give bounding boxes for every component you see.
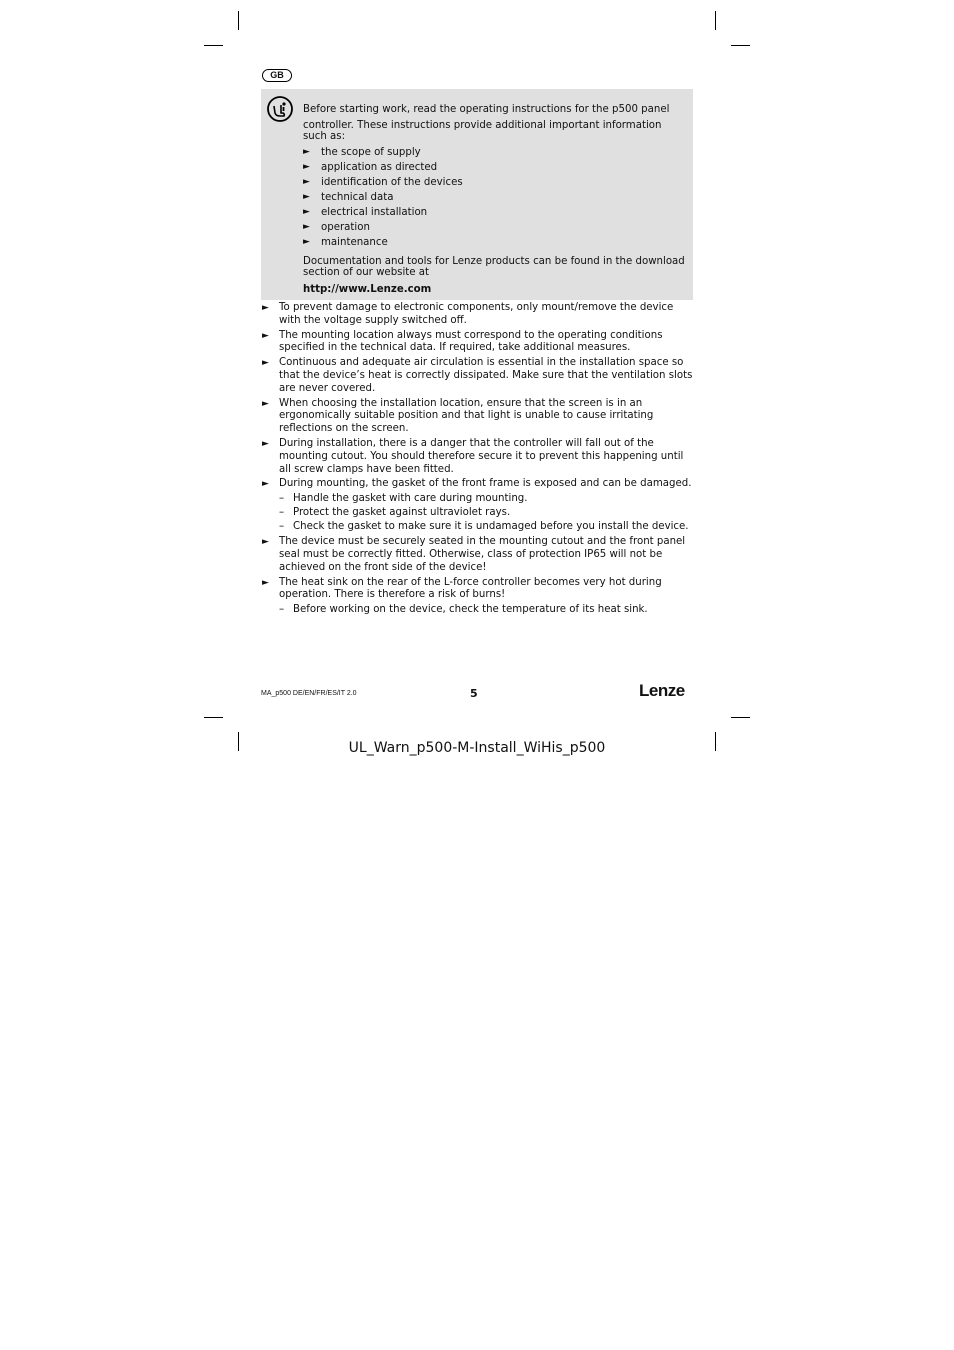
bullet-arrow-icon: ► <box>303 146 310 157</box>
warning-text: When choosing the installation location, ensure that the screen is in an ergonomically suitable position and that light is unable to cause irritating reflections on the screen. <box>279 397 654 435</box>
info-list-item-label: application as directed <box>321 161 438 173</box>
warning-sub-text: Protect the gasket against ultraviolet rays. <box>293 507 511 519</box>
warning-item <box>261 478 697 534</box>
crop-mark <box>238 11 239 30</box>
warning-text: To prevent damage to electronic components, only mount/remove the device with the voltage supply switched off. <box>279 302 674 326</box>
language-badge: GB <box>262 69 292 82</box>
warning-text: The device must be securely seated in the mounting cutout and the front panel seal must be correctly fitted. Otherwise, class of protection IP65 will not be achieved on the front side of the device! <box>279 536 686 573</box>
info-list-item-label: electrical installation <box>321 206 428 218</box>
warning-sub-item <box>279 603 697 617</box>
bullet-arrow-icon: ► <box>303 206 310 217</box>
bullet-arrow-icon: ► <box>303 176 310 187</box>
warning-text: The heat sink on the rear of the L-force controller becomes very hot during operation. There is therefore a risk of burns! <box>279 576 662 601</box>
warning-item <box>261 577 697 618</box>
dash-bullet: – <box>279 507 285 519</box>
info-text <box>303 104 685 295</box>
warning-sub-list <box>279 492 697 534</box>
info-list-item-label: identification of the devices <box>321 176 463 188</box>
bullet-arrow-icon: ► <box>303 161 310 172</box>
manual-reference: MA_p500 DE/EN/FR/ES/IT 2.0 <box>261 690 357 697</box>
bullet-arrow-icon: ► <box>262 303 269 313</box>
warning-sub-text: Check the gasket to make sure it is undamaged before you install the device. <box>293 521 689 533</box>
documentation-text: Documentation and tools for Lenze products can be found in the download section of our website at <box>303 255 685 278</box>
info-list-item <box>303 205 685 220</box>
bullet-arrow-icon: ► <box>303 221 310 232</box>
info-list-item <box>303 220 685 235</box>
warning-sub-list <box>279 603 697 617</box>
info-list-item <box>303 145 685 160</box>
bullet-arrow-icon: ► <box>262 330 269 341</box>
crop-mark <box>204 45 223 46</box>
warning-sub-item <box>279 492 697 506</box>
info-box <box>261 89 693 300</box>
warning-text: During installation, there is a danger that the controller will fall out of the mounting cutout. You should therefore secure it to prevent this happening until all screw clamps have been fitted. <box>279 437 684 475</box>
warning-item <box>261 357 697 395</box>
info-list <box>303 145 685 250</box>
warning-text: The mounting location always must correspond to the operating conditions specified in the technical data. If required, take additional measures. <box>279 329 663 354</box>
warning-sub-item <box>279 506 697 520</box>
warning-sub-text: Before working on the device, check the temperature of its heat sink. <box>293 604 648 616</box>
page-number: 5 <box>470 687 478 700</box>
bullet-arrow-icon: ► <box>262 537 269 548</box>
dash-bullet: – <box>279 604 285 616</box>
website-link[interactable]: http://www.Lenze.com <box>303 283 432 295</box>
warning-item <box>261 302 697 328</box>
crop-mark <box>204 717 223 718</box>
crop-mark <box>715 11 716 30</box>
bullet-arrow-icon: ► <box>262 438 269 449</box>
bullet-arrow-icon: ► <box>262 479 269 490</box>
info-intro-line2: controller. These instructions provide additional important information such as: <box>303 119 662 142</box>
bullet-arrow-icon: ► <box>262 577 269 588</box>
info-list-item-label: operation <box>321 221 370 233</box>
dash-bullet: – <box>279 521 285 533</box>
bullet-arrow-icon: ► <box>303 191 310 202</box>
bullet-arrow-icon: ► <box>262 398 269 409</box>
warning-item <box>261 398 697 436</box>
warning-text: During mounting, the gasket of the front frame is exposed and can be damaged. <box>279 478 692 490</box>
document-id: UL_Warn_p500-M-Install_WiHis_p500 <box>348 740 606 756</box>
warning-item <box>261 536 697 574</box>
bullet-arrow-icon: ► <box>262 358 269 369</box>
info-list-item-label: the scope of supply <box>321 146 421 158</box>
info-list-item-label: maintenance <box>321 236 388 248</box>
lenze-logo: Lenze <box>639 681 685 700</box>
warning-list <box>261 302 697 619</box>
bullet-arrow-icon: ► <box>303 236 310 247</box>
info-list-item <box>303 160 685 175</box>
info-hand-icon <box>267 96 293 122</box>
dash-bullet: – <box>279 493 285 505</box>
info-list-item <box>303 175 685 190</box>
info-list-item <box>303 190 685 205</box>
crop-mark <box>731 717 750 718</box>
warning-item <box>261 438 697 476</box>
info-list-item <box>303 235 685 250</box>
warning-text: Continuous and adequate air circulation is essential in the installation space so that the device’s heat is correctly dissipated. Make sure that the ventilation slots are never covered. <box>279 357 693 394</box>
warning-sub-item <box>279 520 697 534</box>
warning-item <box>261 330 697 356</box>
info-intro-line1: Before starting work, read the operating instructions for the p500 panel <box>303 104 670 115</box>
warning-sub-text: Handle the gasket with care during mounting. <box>293 493 528 505</box>
info-list-item-label: technical data <box>321 191 394 203</box>
crop-mark <box>731 45 750 46</box>
